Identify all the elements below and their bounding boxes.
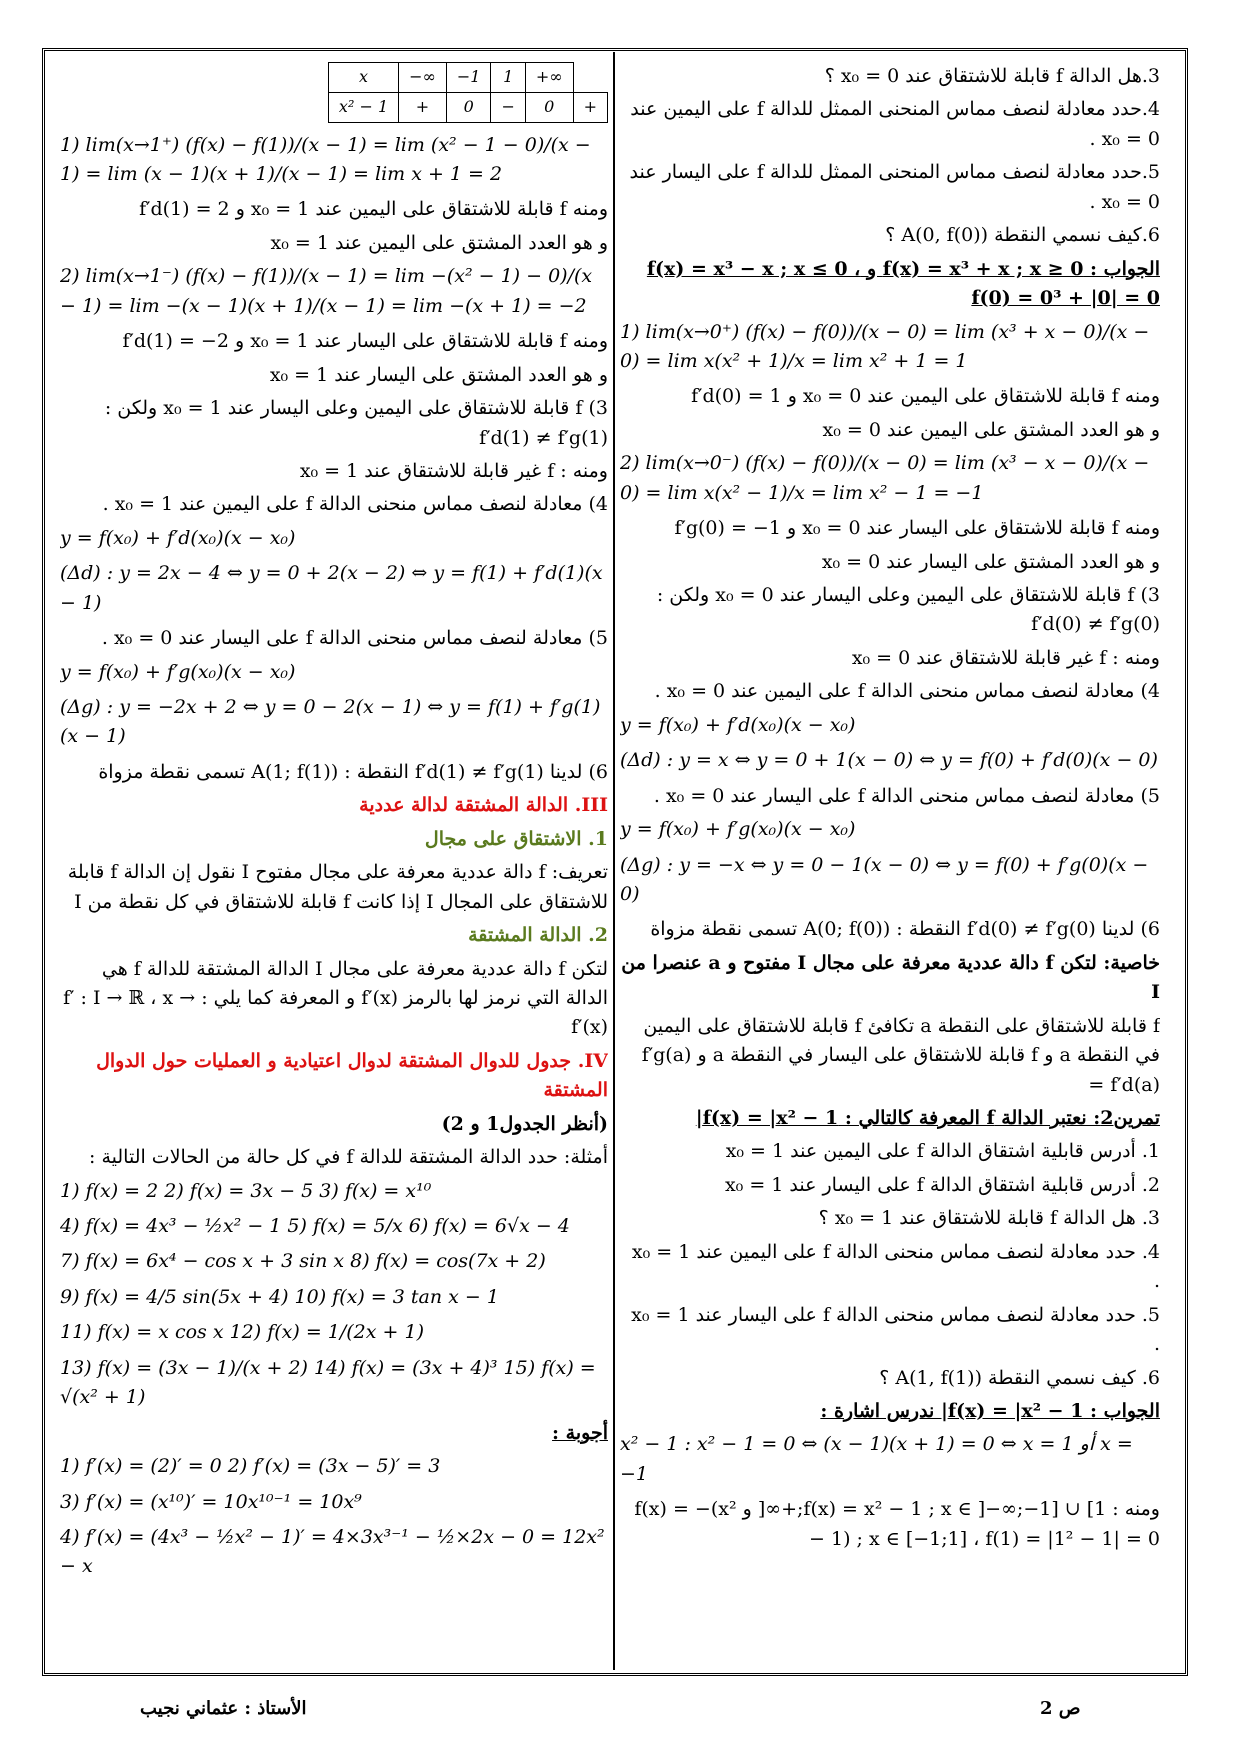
r-eq-4: (Δd) : y = x ⇔ y = 0 + 1(x − 0) ⇔ y = f(0) + f′d(0)(x − 0) bbox=[620, 749, 1158, 772]
r-eq-7: x² − 1 : x² − 1 = 0 ⇔ (x − 1)(x + 1) = 0 ⇔ x = 1 أو x = −1 bbox=[620, 1433, 1133, 1485]
column-divider bbox=[613, 52, 615, 1670]
see-table: (أنظر الجدول1 و 2) bbox=[441, 1112, 608, 1135]
l-line-6: و هو العدد المشتق على اليسار عند x₀ = 1 bbox=[269, 363, 608, 386]
sign-table bbox=[328, 62, 608, 123]
r-line-11: و هو العدد المشتق على اليسار عند x₀ = 0 bbox=[821, 550, 1160, 573]
r-property: خاصية: لتكن f دالة عددية معرفة على مجال I مفتوح و a عنصرا من I bbox=[621, 951, 1160, 1004]
r-line-32: ومنه : f(x) = x² − 1 ; x ∈ ]−∞;−1] ∪ [1;+∞[ و f(x) = −(x² − 1) ; x ∈ [−1;1] ، f(1) = |1² − 1| = 0 bbox=[634, 1498, 1160, 1550]
r-line-14: 4) معادلة لنصف مماس منحنى الدالة f على اليمين عند x₀ = 0 . bbox=[654, 680, 1160, 703]
r-line-10: ومنه f قابلة للاشتقاق على اليسار عند x₀ = 0 و f′g(0) = −1 bbox=[674, 517, 1160, 540]
answer-line: 4) f′(x) = (4x³ − ½x² − 1)′ = 4×3x³⁻¹ − ½×2x − 0 = 12x² − x bbox=[60, 1525, 605, 1578]
r-answer-2: الجواب : f(x) = |x² − 1| ندرس اشارة : bbox=[820, 1399, 1160, 1422]
l-line-3: و هو العدد المشتق على اليمين عند x₀ = 1 bbox=[270, 231, 608, 254]
sign-table-row-x bbox=[328, 63, 607, 93]
sign-cell: 0 bbox=[525, 92, 573, 122]
right-column bbox=[620, 62, 1160, 1662]
r-eq-3: y = f(x₀) + f′d(x₀)(x − x₀) bbox=[620, 713, 856, 736]
r-line-22: f قابلة للاشتقاق على النقطة a تكافئ f قابلة للاشتقاق على اليمين في النقطة a و f قابلة للاشتقاق على اليسار في النقطة a و f′g(a) = f′d(a) bbox=[641, 1014, 1160, 1096]
l-eq-1: 1) lim(x→1⁺) (f(x) − f(1))/(x − 1) = lim (x² − 1 − 0)/(x − 1) = lim (x − 1)(x + 1)/(x − 1) = lim x + 1 = 2 bbox=[60, 133, 591, 186]
r-line-20: 6) لدينا f′d(0) ≠ f′g(0) النقطة : A(0; f(0)) تسمى نقطة مزواة bbox=[650, 918, 1160, 941]
r-exercise-2: تمرين2: نعتبر الدالة f المعرفة كالتالي : f(x) = |x² − 1| bbox=[695, 1107, 1160, 1129]
example-line: 9) f(x) = 4/5 sin(5x + 4) 10) f(x) = 3 tan x − 1 bbox=[60, 1285, 499, 1308]
r-line-7: ومنه f قابلة للاشتقاق على اليمين عند x₀ = 0 و f′d(0) = 1 bbox=[691, 385, 1160, 408]
l-line-2: ومنه f قابلة للاشتقاق على اليمين عند x₀ = 1 و f′d(1) = 2 bbox=[139, 198, 608, 221]
answer-line: 3) f′(x) = (x¹⁰)′ = 10x¹⁰⁻¹ = 10x⁹ bbox=[60, 1490, 362, 1513]
r-line-3: 5.حدد معادلة لنصف مماس المنحنى الممثل للدالة f على اليسار عند x₀ = 0 . bbox=[629, 161, 1160, 213]
examples-title: أمثلة: حدد الدالة المشتقة للدالة f في كل حالة من الحالات التالية : bbox=[89, 1146, 608, 1169]
r-line-1: 3.هل الدالة f قابلة للاشتقاق عند x₀ = 0 ؟ bbox=[824, 65, 1160, 87]
l-eq-6: (Δg) : y = −2x + 2 ⇔ y = 0 − 2(x − 1) ⇔ y = f(1) + f′g(1)(x − 1) bbox=[60, 696, 601, 748]
sign-cell: −1 bbox=[446, 63, 491, 93]
example-line: 7) f(x) = 6x⁴ − cos x + 3 sin x 8) f(x) = cos(7x + 2) bbox=[60, 1250, 546, 1273]
section-iii-heading: III. الدالة المشتقة لدالة عددية bbox=[359, 794, 608, 817]
sign-cell: x bbox=[328, 63, 398, 93]
teacher-name: الأستاذ : عثماني نجيب bbox=[140, 1698, 307, 1719]
l-line-15: 6) لدينا f′d(1) ≠ f′g(1) النقطة : A(1; f(1)) تسمى نقطة مزواة bbox=[98, 760, 608, 783]
sign-cell: x² − 1 bbox=[328, 92, 398, 122]
l-line-7: 3) f قابلة للاشتقاق على اليمين وعلى اليسار عند x₀ = 1 ولكن : f′d(1) ≠ f′g(1) bbox=[104, 397, 608, 449]
example-line: 11) f(x) = x cos x 12) f(x) = 1/(2x + 1) bbox=[60, 1321, 424, 1344]
r-line-27: 4. حدد معادلة لنصف مماس منحنى الدالة f على اليمين عند x₀ = 1 . bbox=[631, 1240, 1160, 1293]
l-line-8: ومنه : f غير قابلة للاشتقاق عند x₀ = 1 bbox=[299, 459, 608, 482]
sign-cell: − bbox=[491, 92, 525, 122]
r-eq-2: 2) lim(x→0⁻) (f(x) − f(0))/(x − 0) = lim (x³ − x − 0)/(x − 0) = lim x(x² − 1)/x = lim x² − 1 = −1 bbox=[620, 452, 1150, 504]
r-line-24: 1. أدرس قابلية اشتقاق الدالة f على اليمين عند x₀ = 1 bbox=[725, 1140, 1160, 1163]
r-answer-1 bbox=[620, 255, 1160, 314]
l-eq-3: y = f(x₀) + f′d(x₀)(x − x₀) bbox=[60, 526, 296, 549]
r-line-26: 3. هل الدالة f قابلة للاشتقاق عند x₀ = 1 ؟ bbox=[818, 1207, 1160, 1230]
l-line-5: ومنه f قابلة للاشتقاق على اليسار عند x₀ = 1 و f′d(1) = −2 bbox=[122, 330, 608, 353]
r-line-12: 3) f قابلة للاشتقاق على اليمين وعلى اليسار عند x₀ = 0 ولكن : f′d(0) ≠ f′g(0) bbox=[656, 584, 1160, 636]
sign-cell: 0 bbox=[446, 92, 491, 122]
page-number: ص 2 bbox=[1040, 1698, 1081, 1719]
example-line: 13) f(x) = (3x − 1)/(x + 2) 14) f(x) = (3x + 4)³ 15) f(x) = √(x² + 1) bbox=[60, 1356, 596, 1409]
l-line-9: 4) معادلة لنصف مماس منحنى الدالة f على اليمين عند x₀ = 1 . bbox=[102, 493, 608, 516]
r-line-13: ومنه : f غير قابلة للاشتقاق عند x₀ = 0 bbox=[851, 646, 1160, 669]
l-eq-2: 2) lim(x→1⁻) (f(x) − f(1))/(x − 1) = lim −(x² − 1) − 0)/(x − 1) = lim −(x − 1)(x + 1)/(x − 1) = lim −(x + 1) = −2 bbox=[60, 265, 593, 317]
r-line-29: 6. كيف نسمي النقطة A(1, f(1)) ؟ bbox=[879, 1366, 1160, 1389]
sign-table-row-sign bbox=[328, 92, 607, 122]
r-eq-5: y = f(x₀) + f′g(x₀)(x − x₀) bbox=[620, 818, 856, 841]
subsection-1-heading: 1. الاشتقاق على مجال bbox=[424, 827, 608, 850]
r-line-28: 5. حدد معادلة لنصف مماس منحنى الدالة f على اليسار عند x₀ = 1 . bbox=[631, 1303, 1160, 1356]
l-eq-4: (Δd) : y = 2x − 4 ⇔ y = 0 + 2(x − 2) ⇔ y = f(1) + f′d(1)(x − 1) bbox=[60, 562, 603, 614]
l-line-12: 5) معادلة لنصف مماس منحنى الدالة f على اليسار عند x₀ = 0 . bbox=[101, 627, 608, 650]
sign-cell: + bbox=[399, 92, 447, 122]
example-line: 1) f(x) = 2 2) f(x) = 3x − 5 3) f(x) = x¹⁰ bbox=[60, 1179, 432, 1202]
r-line-2: 4.حدد معادلة لنصف مماس المنحنى الممثل للدالة f على اليمين عند x₀ = 0 . bbox=[630, 98, 1160, 150]
r-line-25: 2. أدرس قابلية اشتقاق الدالة f على اليسار عند x₀ = 1 bbox=[724, 1173, 1160, 1196]
subsection-2-heading: 2. الدالة المشتقة bbox=[468, 924, 608, 947]
r-eq-6: (Δg) : y = −x ⇔ y = 0 − 1(x − 0) ⇔ y = f(0) + f′g(0)(x − 0) bbox=[620, 853, 1149, 905]
answers-title: أجوبة : bbox=[552, 1421, 608, 1444]
r-line-8: و هو العدد المشتق على اليمين عند x₀ = 0 bbox=[822, 418, 1160, 441]
example-line: 4) f(x) = 4x³ − ½x² − 1 5) f(x) = 5/x 6) f(x) = 6√x − 4 bbox=[60, 1215, 570, 1238]
sign-cell: + bbox=[573, 92, 607, 122]
derivative-text: لتكن f دالة عددية معرفة على مجال I الدالة المشتقة للدالة f هي الدالة التي نرمز لها بالرمز f′(x) و المعرفة كما يلي : f′ : I → ℝ ، x → f′(x) bbox=[63, 957, 608, 1039]
r-line-4: 6.كيف نسمي النقطة A(0, f(0)) ؟ bbox=[885, 224, 1160, 247]
answer-label: الجواب : f(x) = x³ + x ; x ≥ 0 و f(x) = x³ − x ; x ≤ 0 ، f(0) = 0³ + |0| = 0 bbox=[646, 257, 1160, 310]
r-line-17: 5) معادلة لنصف مماس منحنى الدالة f على اليسار عند x₀ = 0 . bbox=[653, 784, 1160, 807]
sign-cell: 1 bbox=[491, 63, 525, 93]
section-iv-heading: IV. جدول للدوال المشتقة لدوال اعتيادية و العمليات حول الدوال المشتقة bbox=[96, 1049, 608, 1102]
left-column bbox=[60, 62, 608, 1662]
sign-cell: −∞ bbox=[399, 63, 447, 93]
answer-line: 1) f′(x) = (2)′ = 0 2) f′(x) = (3x − 5)′ = 3 bbox=[60, 1455, 441, 1478]
definition: تعريف: f دالة عددية معرفة على مجال مفتوح I نقول إن الدالة f قابلة للاشتقاق على المجال I إذا كانت f قابلة للاشتقاق في كل نقطة من I bbox=[67, 861, 608, 913]
sign-cell: +∞ bbox=[525, 63, 573, 93]
l-eq-5: y = f(x₀) + f′g(x₀)(x − x₀) bbox=[60, 660, 296, 683]
r-eq-1: 1) lim(x→0⁺) (f(x) − f(0))/(x − 0) = lim (x³ + x − 0)/(x − 0) = lim x(x² + 1)/x = lim x² + 1 = 1 bbox=[620, 320, 1150, 372]
